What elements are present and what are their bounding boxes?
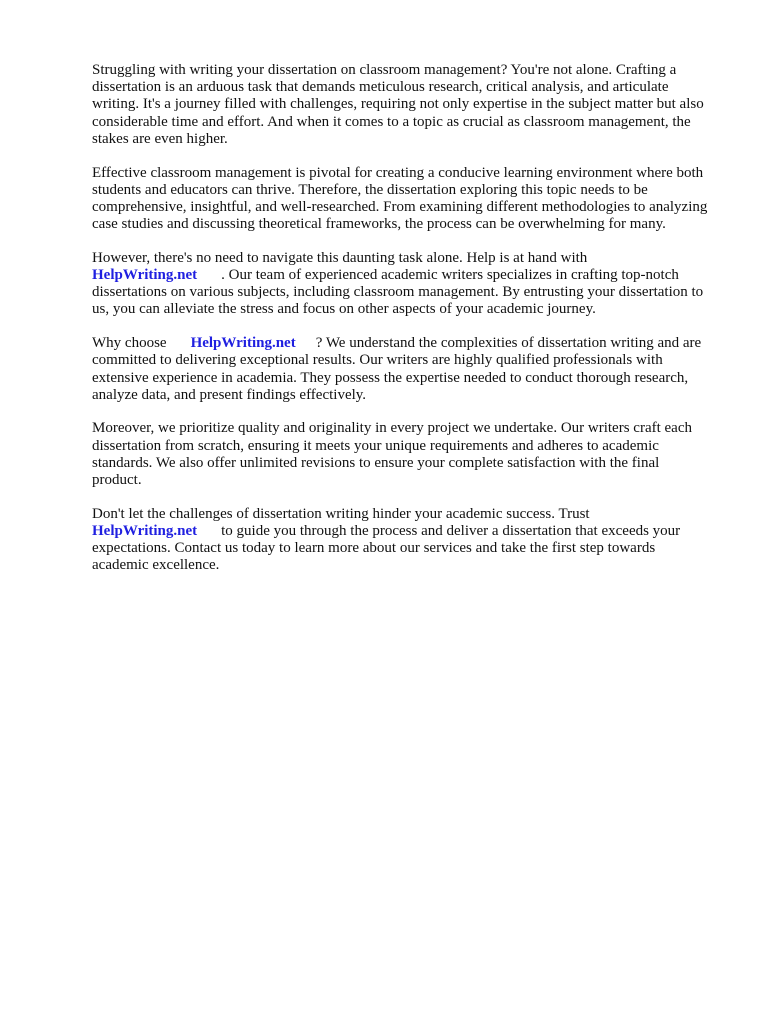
paragraph-3 <box>92 250 708 319</box>
paragraph-1-text: Struggling with writing your dissertation on classroom management? You're not alone. Crafting a dissertation is an arduous task that demands meticulous research, critical analysis, and articulate writing. It's a journey filled with challenges, requiring not only expertise in the subject matter but also considerable time and effort. And when it comes to a topic as crucial as classroom management, the stakes are even higher. <box>92 62 704 147</box>
paragraph-4 <box>92 335 708 404</box>
paragraph-4-text-after: ? We understand the complexities of dissertation writing and are committed to delivering exceptional results. Our writers are highly qualified professionals with extensive experience in academia. They possess the expertise needed to conduct thorough research, analyze data, and present findings effectively. <box>92 335 702 403</box>
paragraph-3-text-before: However, there's no need to navigate this daunting task alone. Help is at hand with <box>92 249 588 266</box>
helpwriting-link-3[interactable]: HelpWriting.net <box>92 522 198 539</box>
paragraph-6-text-after: to guide you through the process and deliver a dissertation that exceeds your expectations. Contact us today to learn more about our services and take the first step towards academic excellence. <box>92 522 681 574</box>
paragraph-1 <box>92 62 708 148</box>
helpwriting-link-1[interactable]: HelpWriting.net <box>92 267 198 284</box>
paragraph-6 <box>92 506 708 575</box>
paragraph-2-text: Effective classroom management is pivotal for creating a conducive learning environment where both students and educators can thrive. Therefore, the dissertation exploring this topic needs to be comprehensive, insightful, and well-researched. From examining different methodologies to analyzing case studies and discussing theoretical frameworks, the process can be overwhelming for many. <box>92 164 708 233</box>
helpwriting-link-2[interactable]: HelpWriting.net <box>190 335 296 352</box>
paragraph-5-text: Moreover, we prioritize quality and originality in every project we undertake. Our writers craft each dissertation from scratch, ensuring it meets your unique requirements and adheres to academic standards. We also offer unlimited revisions to ensure your complete satisfaction with the final product. <box>92 420 692 489</box>
paragraph-6-text-before: Don't let the challenges of dissertation writing hinder your academic success. Trust <box>92 505 590 522</box>
paragraph-5 <box>92 420 708 489</box>
paragraph-2 <box>92 165 708 234</box>
paragraph-3-text-after: . Our team of experienced academic writers specializes in crafting top-notch dissertations on various subjects, including classroom management. By entrusting your dissertation to us, you can alleviate the stress and focus on other aspects of your academic journey. <box>92 267 704 318</box>
paragraph-4-text-before: Why choose <box>92 335 167 352</box>
